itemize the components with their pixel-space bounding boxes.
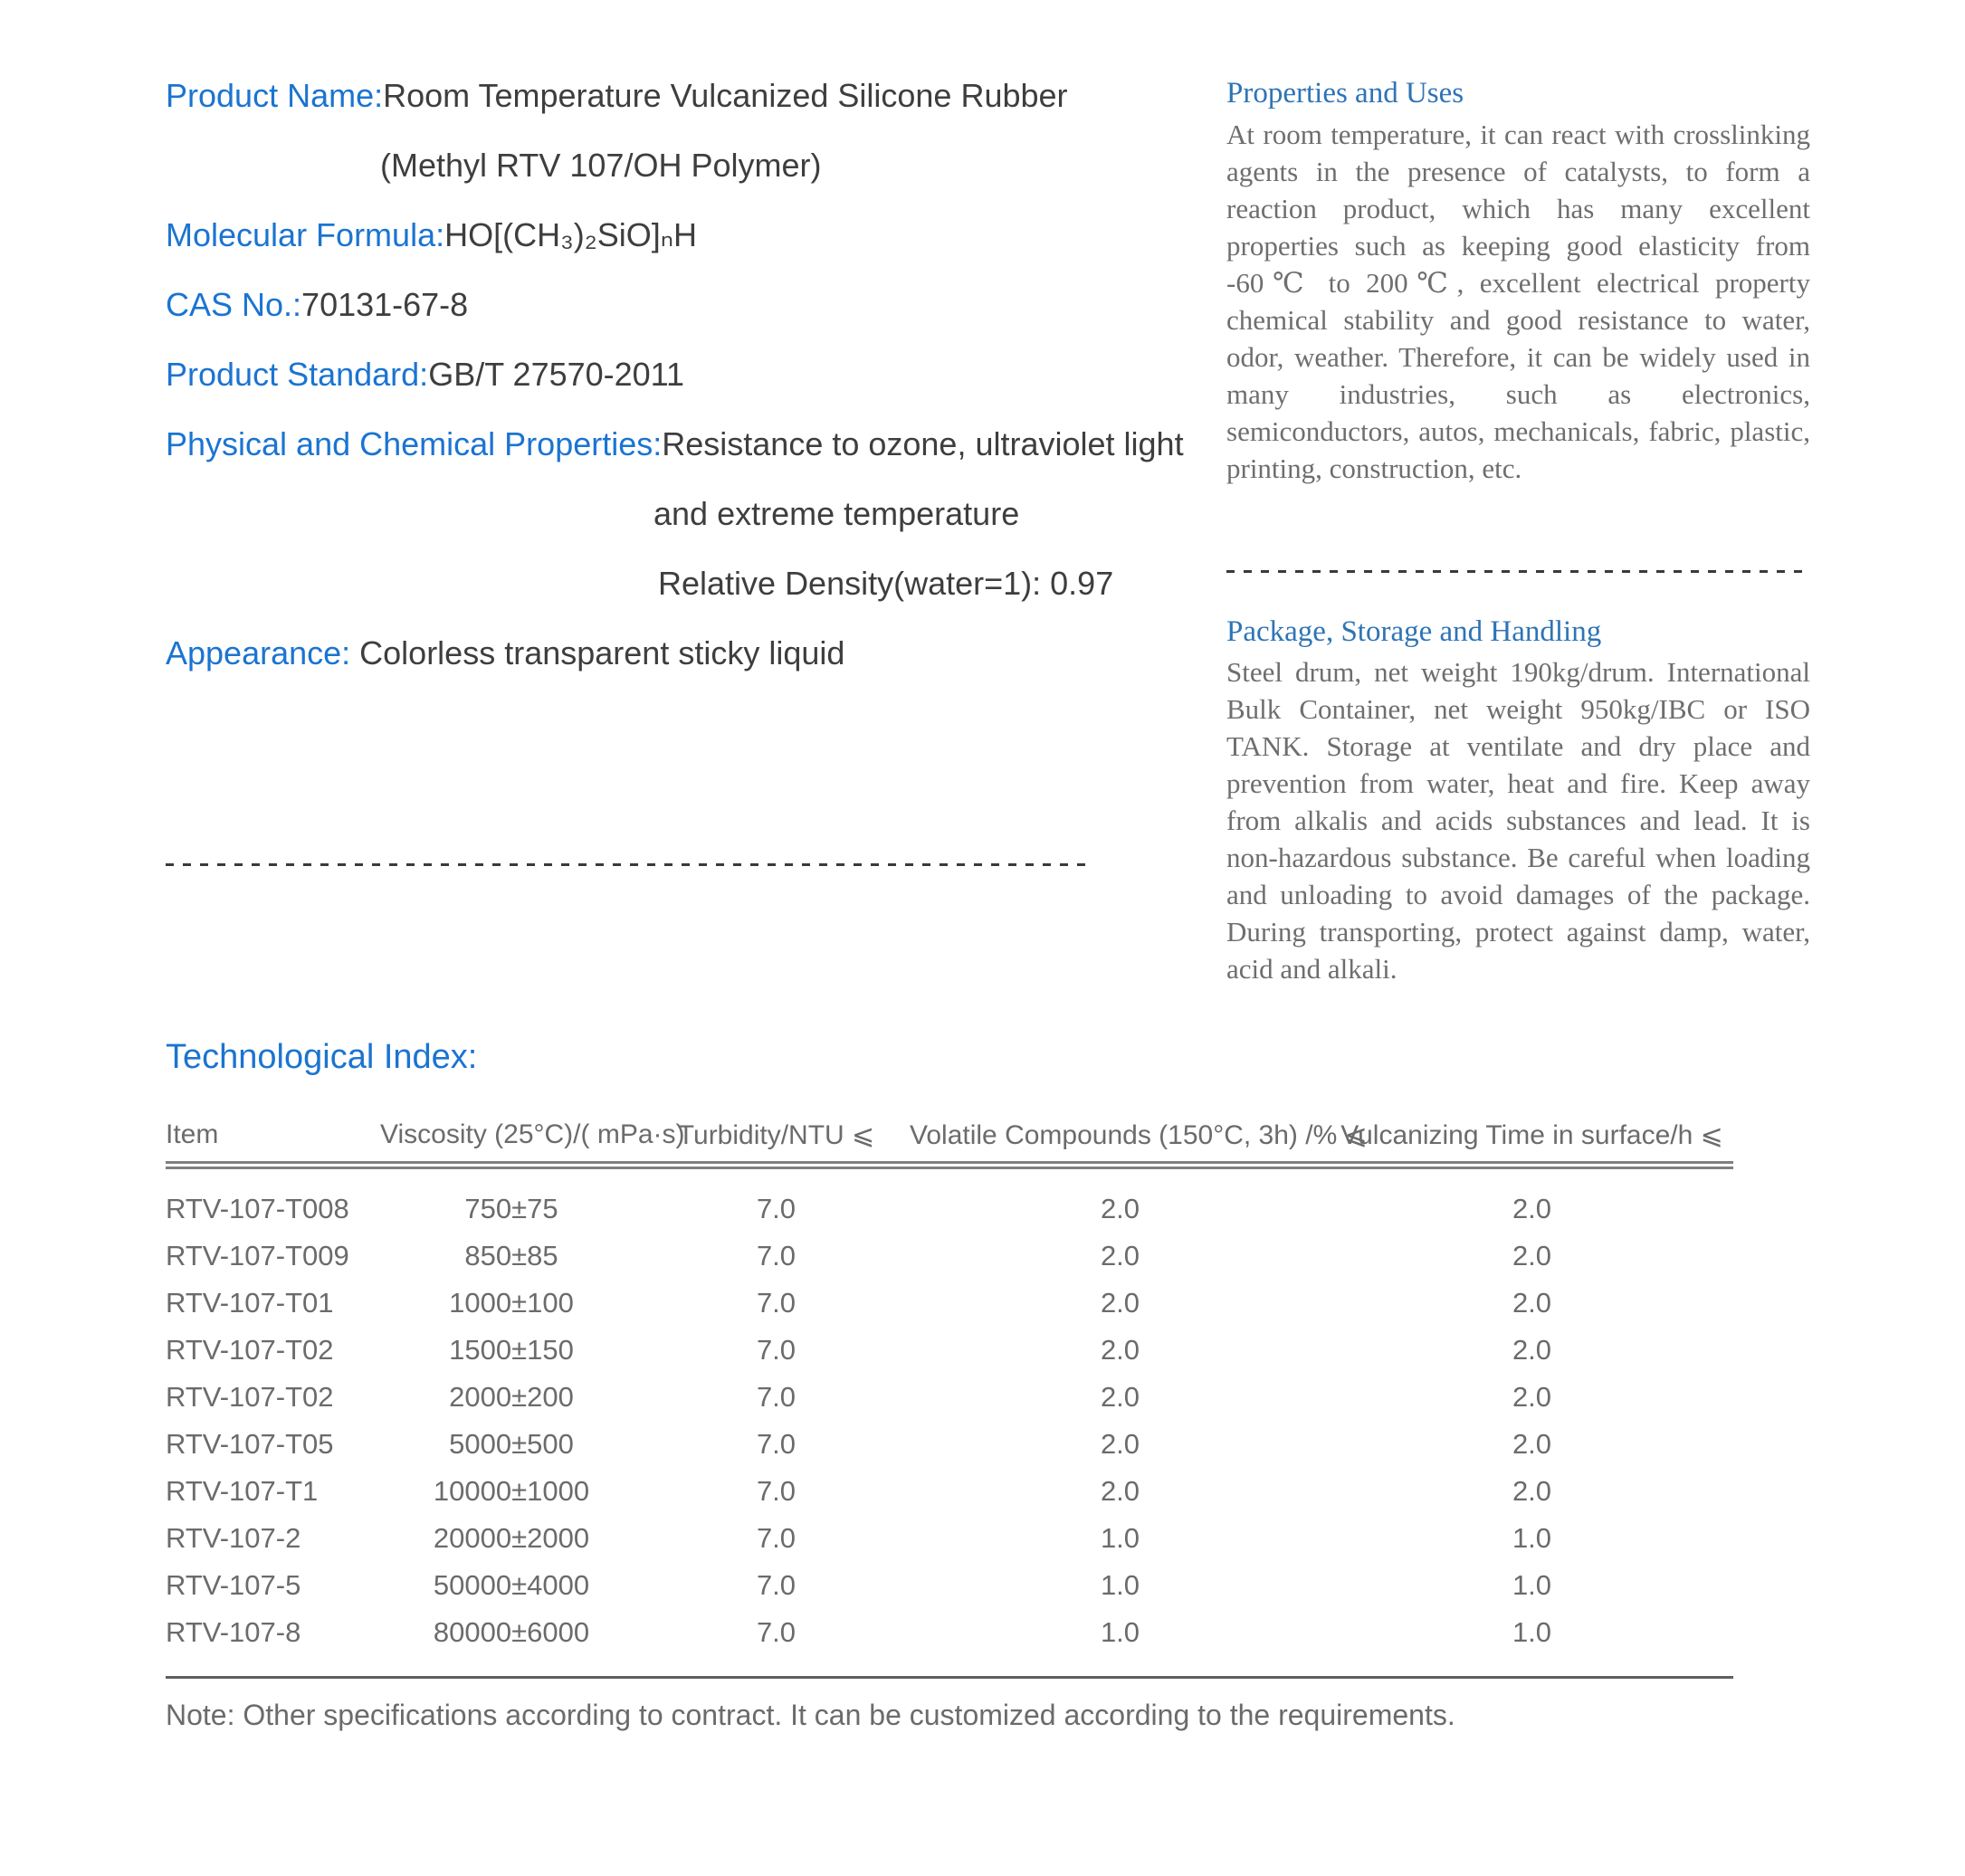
cell-volatile: 1.0 bbox=[1100, 1616, 1140, 1648]
physical-chemical-line3 bbox=[658, 563, 1113, 605]
table-row bbox=[166, 1374, 1733, 1421]
cas-number-label: CAS No.: bbox=[166, 286, 302, 323]
cell-turbidity: 7.0 bbox=[756, 1287, 796, 1319]
cell-item: RTV-107-T02 bbox=[166, 1334, 334, 1366]
cell-viscosity: 750±75 bbox=[464, 1193, 558, 1224]
cell-turbidity: 7.0 bbox=[756, 1475, 796, 1507]
cell-turbidity: 7.0 bbox=[756, 1569, 796, 1601]
cell-turbidity: 7.0 bbox=[756, 1522, 796, 1554]
appearance-row bbox=[166, 633, 844, 674]
cell-item: RTV-107-5 bbox=[166, 1569, 301, 1601]
cell-viscosity: 850±85 bbox=[464, 1240, 558, 1271]
cell-viscosity: 1500±150 bbox=[449, 1334, 574, 1366]
cell-item: RTV-107-T05 bbox=[166, 1428, 334, 1460]
cell-item: RTV-107-T009 bbox=[166, 1240, 349, 1271]
molecular-formula-row bbox=[166, 214, 697, 256]
cell-viscosity: 2000±200 bbox=[449, 1381, 574, 1413]
appearance-label: Appearance: bbox=[166, 634, 351, 671]
left-dashed-divider bbox=[166, 863, 1094, 866]
cell-volatile: 1.0 bbox=[1100, 1522, 1140, 1554]
table-row bbox=[166, 1515, 1733, 1562]
cell-viscosity: 1000±100 bbox=[449, 1287, 574, 1319]
cell-vulcanizing: 2.0 bbox=[1512, 1475, 1552, 1507]
cell-turbidity: 7.0 bbox=[756, 1616, 796, 1648]
table-row bbox=[166, 1421, 1733, 1468]
package-storage-paragraph: Steel drum, net weight 190kg/drum. International Bulk Container, net weight 950kg/IBC or ISO TANK. Storage at ventilate and dry place and prevention from water, heat and fire. Keep away from alkalis and acids substances and lead. It is non-hazardous substance. Be careful when loading and unloading to avoid damages of the package. During transporting, protect against damp, water, acid and alkali. bbox=[1226, 656, 1810, 985]
product-name-row bbox=[166, 75, 1068, 117]
table-bottom-rule bbox=[166, 1676, 1733, 1679]
cell-viscosity: 20000±2000 bbox=[433, 1522, 590, 1554]
cell-viscosity: 80000±6000 bbox=[433, 1616, 590, 1648]
cell-vulcanizing: 1.0 bbox=[1512, 1616, 1552, 1648]
package-storage-title: Package, Storage and Handling bbox=[1226, 615, 1602, 648]
product-name-value: Room Temperature Vulcanized Silicone Rubber bbox=[383, 77, 1068, 114]
molecular-formula-value: HO[(CH₃)₂SiO]ₙH bbox=[444, 216, 698, 253]
cell-item: RTV-107-T008 bbox=[166, 1193, 349, 1224]
product-name-label: Product Name: bbox=[166, 77, 384, 114]
table-row bbox=[166, 1186, 1733, 1233]
header-viscosity: Viscosity (25°C)/( mPa·s) bbox=[380, 1119, 685, 1149]
cell-turbidity: 7.0 bbox=[756, 1381, 796, 1413]
cell-vulcanizing: 1.0 bbox=[1512, 1522, 1552, 1554]
cell-viscosity: 5000±500 bbox=[449, 1428, 574, 1460]
table-row bbox=[166, 1609, 1733, 1656]
cell-volatile: 2.0 bbox=[1100, 1428, 1140, 1460]
cell-vulcanizing: 2.0 bbox=[1512, 1334, 1552, 1366]
cell-volatile: 2.0 bbox=[1100, 1287, 1140, 1319]
header-volatile-compounds: Volatile Compounds (150°C, 3h) /% ⩽ bbox=[910, 1119, 1368, 1150]
cell-vulcanizing: 2.0 bbox=[1512, 1381, 1552, 1413]
physical-chemical-value-line2: and extreme temperature bbox=[653, 495, 1020, 532]
tech-index-table bbox=[166, 1115, 1733, 1733]
cell-turbidity: 7.0 bbox=[756, 1193, 796, 1224]
cell-vulcanizing: 1.0 bbox=[1512, 1569, 1552, 1601]
cell-volatile: 2.0 bbox=[1100, 1193, 1140, 1224]
table-row bbox=[166, 1233, 1733, 1280]
cell-vulcanizing: 2.0 bbox=[1512, 1193, 1552, 1224]
product-name-line2 bbox=[380, 145, 821, 186]
properties-uses-title: Properties and Uses bbox=[1226, 77, 1464, 110]
cell-volatile: 2.0 bbox=[1100, 1240, 1140, 1271]
header-vulcanizing-time: Vulcanizing Time in surface/h ⩽ bbox=[1340, 1119, 1723, 1150]
properties-uses-paragraph: At room temperature, it can react with crosslinking agents in the presence of catalysts, to form a reaction product, which has many excellent properties such as keeping good elasticity from -60℃ to 200℃, excellent electrical property chemical stability and good resistance to water, odor, weather. Therefore, it can be widely used in many industries, such as electronics, semiconductors, autos, mechanicals, fabric, plastic, printing, construction, etc. bbox=[1226, 119, 1810, 484]
table-row bbox=[166, 1562, 1733, 1609]
product-standard-label: Product Standard: bbox=[166, 356, 429, 393]
cas-number-value: 70131-67-8 bbox=[301, 286, 469, 323]
appearance-value: Colorless transparent sticky liquid bbox=[350, 634, 845, 671]
physical-chemical-row bbox=[166, 424, 1184, 465]
cell-volatile: 2.0 bbox=[1100, 1381, 1140, 1413]
physical-chemical-line2 bbox=[653, 493, 1019, 535]
table-row bbox=[166, 1468, 1733, 1515]
right-dashed-divider bbox=[1226, 570, 1810, 573]
cell-turbidity: 7.0 bbox=[756, 1334, 796, 1366]
cell-vulcanizing: 2.0 bbox=[1512, 1428, 1552, 1460]
header-turbidity: Turbidity/NTU ⩽ bbox=[677, 1119, 875, 1150]
physical-chemical-value-line3: Relative Density(water=1): 0.97 bbox=[658, 565, 1114, 602]
table-row bbox=[166, 1327, 1733, 1374]
cell-turbidity: 7.0 bbox=[756, 1240, 796, 1271]
cell-item: RTV-107-T01 bbox=[166, 1287, 334, 1319]
product-standard-value: GB/T 27570-2011 bbox=[428, 356, 685, 393]
cell-item: RTV-107-2 bbox=[166, 1522, 301, 1554]
cell-viscosity: 10000±1000 bbox=[433, 1475, 590, 1507]
cell-item: RTV-107-T1 bbox=[166, 1475, 319, 1507]
physical-chemical-label: Physical and Chemical Properties: bbox=[166, 425, 663, 462]
table-header-row bbox=[166, 1115, 1733, 1155]
table-body bbox=[166, 1186, 1733, 1656]
cell-item: RTV-107-T02 bbox=[166, 1381, 334, 1413]
product-standard-row bbox=[166, 354, 684, 395]
cell-volatile: 2.0 bbox=[1100, 1475, 1140, 1507]
header-item: Item bbox=[166, 1119, 219, 1149]
table-note: Note: Other specifications according to contract. It can be customized according to the requirements. bbox=[166, 1699, 1455, 1731]
cell-volatile: 1.0 bbox=[1100, 1569, 1140, 1601]
product-name-value-line2: (Methyl RTV 107/OH Polymer) bbox=[380, 147, 822, 184]
molecular-formula-label: Molecular Formula: bbox=[166, 216, 445, 253]
cell-turbidity: 7.0 bbox=[756, 1428, 796, 1460]
cell-vulcanizing: 2.0 bbox=[1512, 1240, 1552, 1271]
cell-viscosity: 50000±4000 bbox=[433, 1569, 590, 1601]
technological-index-title: Technological Index: bbox=[166, 1038, 478, 1076]
cas-number-row bbox=[166, 284, 468, 326]
table-row bbox=[166, 1280, 1733, 1327]
physical-chemical-value-line1: Resistance to ozone, ultraviolet light bbox=[662, 425, 1184, 462]
cell-volatile: 2.0 bbox=[1100, 1334, 1140, 1366]
header-double-rule bbox=[166, 1161, 1733, 1169]
cell-item: RTV-107-8 bbox=[166, 1616, 301, 1648]
cell-vulcanizing: 2.0 bbox=[1512, 1287, 1552, 1319]
